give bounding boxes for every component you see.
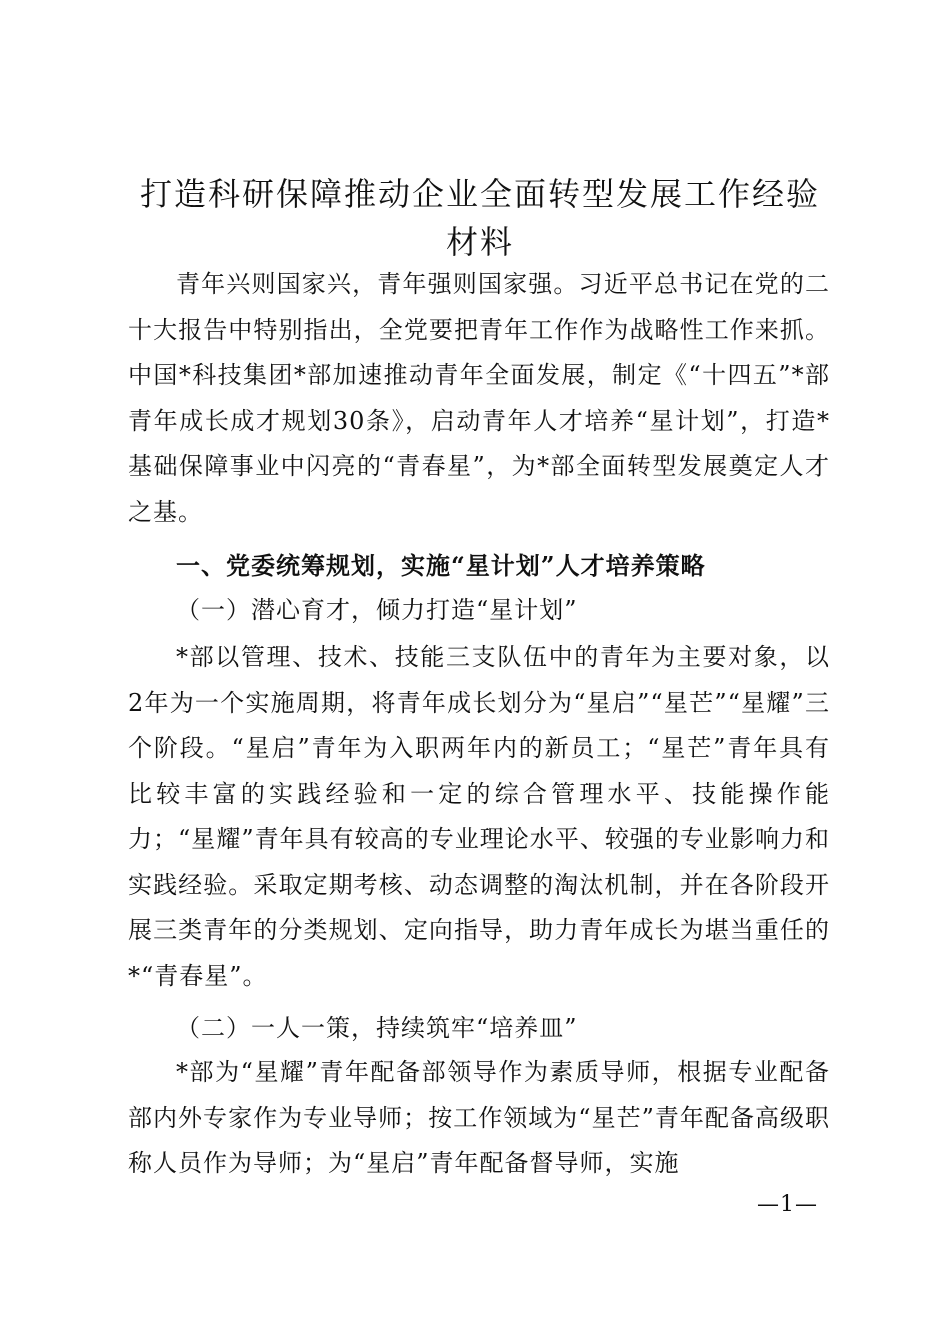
subsection-1-body: *部以管理、技术、技能三支队伍中的青年为主要对象，以2年为一个实施周期，将青年成长划分为“星启”“星芒”“星耀”三个阶段。“星启”青年为入职两年内的新员工；“星芒”青年具有比较丰富的实践经验和一定的综合管理水平、技能操作能力；“星耀”青年具有较高的专业理论水平、较强的专业影响力和实践经验。采取定期考核、动态调整的淘汰机制，并在各阶段开展三类青年的分类规划、定向指导，助力青年成长为堪当重任的*“青春星”。 <box>128 643 830 990</box>
title-line-1: 打造科研保障推动企业全面转型发展工作经验 <box>139 175 820 213</box>
title-line-2: 材料 <box>445 223 514 261</box>
intro-paragraph: 青年兴则国家兴，青年强则国家强。习近平总书记在党的二十大报告中特别指出，全党要把青年工作作为战略性工作来抓。中国*科技集团*部加速推动青年全面发展，制定《“十四五”*部青年成长成才规划30条》，启动青年人才培养“星计划”，打造*基础保障事业中闪亮的“青春星”，为*部全面转型发展奠定人才之基。 <box>128 270 830 526</box>
section-1-heading: 一、党委统筹规划，实施“星计划”人才培养策略 <box>176 551 706 580</box>
subsection-1-heading: （一）潜心育才，倾力打造“星计划” <box>176 596 578 624</box>
document-title <box>120 170 840 266</box>
subsection-2-body: *部为“星耀”青年配备部领导作为素质导师，根据专业配备部内外专家作为专业导师；按工作领域为“星芒”青年配备高级职称人员作为导师；为“星启”青年配备督导师，实施 <box>128 1058 830 1177</box>
subsection-2-heading: （二）一人一策，持续筑牢“培养皿” <box>176 1014 578 1042</box>
page-number: —1— <box>757 1192 818 1217</box>
